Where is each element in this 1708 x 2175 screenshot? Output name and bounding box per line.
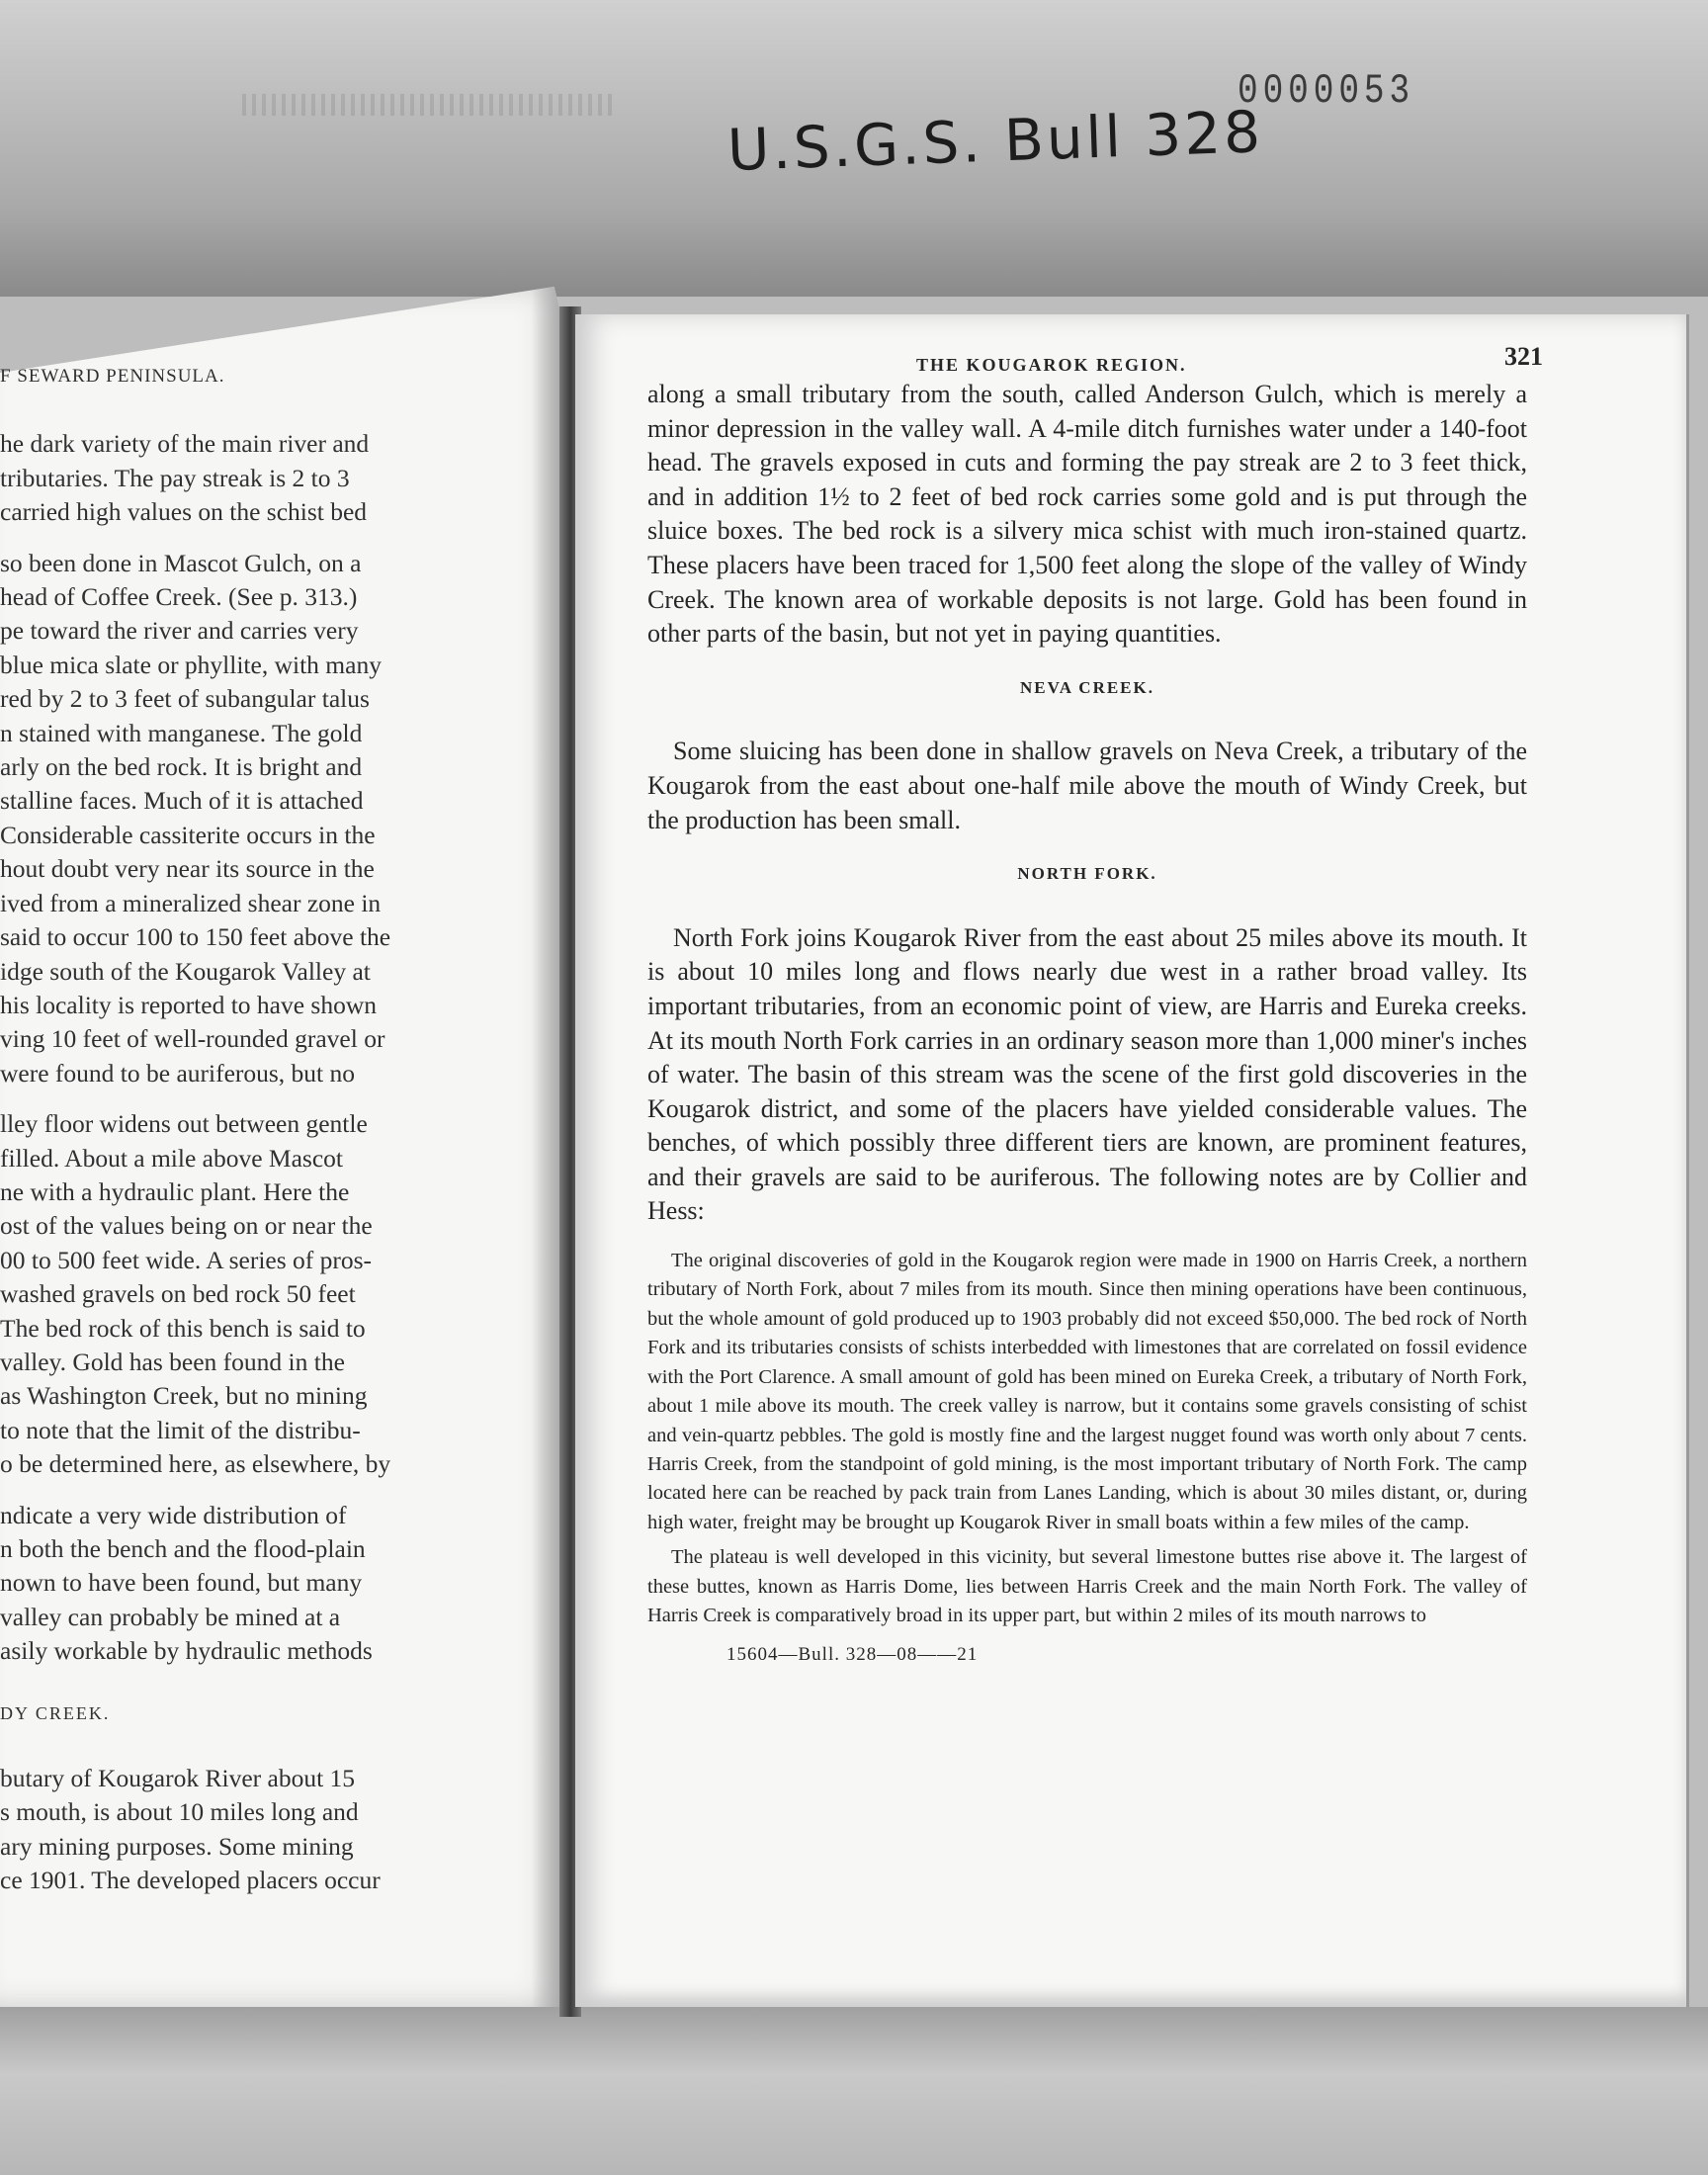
left-text-line: asily workable by hydraulic methods: [0, 1636, 373, 1666]
left-text-line: ost of the values being on or near the: [0, 1211, 373, 1241]
quotation-collier-hess-1: The original discoveries of gold in the Kougarok region were made in 1900 on Harris Creek, a northern tributary of North Fork, about 7 miles from its mouth. Since then mining operations have been continuous, but the whole amount of gold produced up to 1903 probably did not exceed $50,000. The bed rock of North Fork and its tributaries consists of schists interbedded with limestones that are correlated on fossil evidence with the Port Clarence. A small amount of gold has been mined on Eureka Creek, a tributary of North Fork, about 1 mile above its mouth. The creek valley is narrow, but it contains some gravels consisting of schist and vein-quartz pebbles. The gold is mostly fine and the largest nugget found was worth only about 7 cents. Harris Creek, from the standpoint of gold mining, is the most important tributary of North Fork. The camp located here can be reached by pack train from Lanes Landing, which is about 30 miles distant, or, during high water, freight may be brought up Kougarok River in small boats within a few miles of the camp.: [647, 1250, 1527, 1533]
left-text-line: 00 to 500 feet wide. A series of pros-: [0, 1245, 373, 1274]
left-text-line: s mouth, is about 10 miles long and: [0, 1797, 359, 1827]
left-text-line: valley. Gold has been found in the: [0, 1347, 345, 1376]
left-text-line: idge south of the Kougarok Valley at: [0, 956, 371, 986]
left-text-line: nown to have been found, but many: [0, 1568, 363, 1598]
left-final-paragraph: [0, 1762, 467, 1898]
left-text-line: filled. About a mile above Mascot: [0, 1143, 344, 1173]
page-number: 321: [1504, 342, 1543, 371]
left-paragraphs: [0, 427, 467, 1668]
left-text-line: washed gravels on bed rock 50 feet: [0, 1279, 356, 1309]
left-text-line: hout doubt very near its source in the: [0, 854, 375, 884]
left-text-line: butary of Kougarok River about 15: [0, 1764, 356, 1793]
handwritten-note: U.S.G.S. Bull 328: [726, 98, 1264, 184]
left-text-line: said to occur 100 to 150 feet above the: [0, 922, 391, 952]
left-text-line: ne with a hydraulic plant. Here the: [0, 1176, 350, 1206]
right-page-text: [647, 338, 1543, 1673]
left-text-line: stalline faces. Much of it is attached: [0, 786, 364, 816]
left-text-line: his locality is reported to have shown: [0, 990, 378, 1019]
left-text-line: were found to be auriferous, but no: [0, 1058, 356, 1088]
heading-north-fork: NORTH FORK.: [1017, 864, 1157, 884]
left-text-line: ary mining purposes. Some mining: [0, 1831, 354, 1861]
left-text-line: ived from a mineralized shear zone in: [0, 888, 382, 917]
left-text-line: carried high values on the schist bed: [0, 497, 368, 527]
left-text-line: lley floor widens out between gentle: [0, 1109, 368, 1139]
right-running-head: [647, 338, 1543, 378]
quotation-collier-hess-2: The plateau is well developed in this vicinity, but several limestone buttes rise above it. The largest of these buttes, known as Harris Dome, lies between Harris Creek and the main North Fork. The valley of Harris Creek is comparatively broad in its upper part, but within 2 miles of its mouth narrows to: [647, 1546, 1527, 1626]
paragraph-north-fork: North Fork joins Kougarok River from the east about 25 miles above its mouth. It is about 10 miles long and flows nearly due west in a rather broad valley. Its important tributaries, from an economic point of view, are Harris and Eureka creeks. At its mouth North Fork carries in an ordinary season more than 1,000 miner's inches of water. The basin of this stream was the scene of the first gold discoveries in the Kougarok district, and some of the placers have yielded considerable values. The benches, of which possibly three different tiers are known, are prominent features, and their gravels are said to be auriferous. The following notes are by Collier and Hess:: [647, 922, 1527, 1226]
document-number: 0000053: [1238, 67, 1415, 115]
left-text-line: n stained with manganese. The gold: [0, 718, 363, 747]
left-page-text: [0, 360, 467, 1898]
running-head-title: THE KOUGAROK REGION.: [916, 355, 1187, 375]
left-text-line: so been done in Mascot Gulch, on a: [0, 548, 362, 577]
left-text-line: pe toward the river and carries very: [0, 616, 359, 646]
left-text-line: n both the bench and the flood-plain: [0, 1534, 366, 1563]
left-text-line: to note that the limit of the distribu-: [0, 1415, 361, 1444]
left-text-line: valley can probably be mined at a: [0, 1602, 341, 1631]
left-text-line: blue mica slate or phyllite, with many: [0, 650, 382, 679]
heading-neva-creek: NEVA CREEK.: [1020, 677, 1154, 697]
left-text-line: Considerable cassiterite occurs in the: [0, 820, 376, 849]
left-text-line: arly on the bed rock. It is bright and: [0, 752, 363, 782]
left-text-line: o be determined here, as elsewhere, by: [0, 1449, 391, 1479]
paragraph-neva-creek: Some sluicing has been done in shallow gravels on Neva Creek, a tributary of the Kougarok from the east about one-half mile above the mouth of Windy Creek, but the production has been small.: [647, 737, 1527, 834]
signature-footer: 15604—Bull. 328—08——21: [726, 1644, 979, 1666]
left-text-line: ndicate a very wide distribution of: [0, 1500, 347, 1529]
left-text-line: red by 2 to 3 feet of subangular talus: [0, 684, 370, 714]
left-text-line: tributaries. The pay streak is 2 to 3: [0, 463, 350, 492]
left-section-heading: DY CREEK.: [0, 1702, 111, 1723]
left-text-line: as Washington Creek, but no mining: [0, 1381, 368, 1411]
left-text-line: he dark variety of the main river and: [0, 429, 370, 459]
paragraph-anderson-gulch: along a small tributary from the south, called Anderson Gulch, which is merely a minor depression in the valley wall. A 4-mile ditch furnishes water under a 140-foot head. The gravels exposed in cuts and forming the pay streak are 2 to 3 feet thick, and in addition 1½ to 2 feet of bed rock carries some gold and is put through the sluice boxes. The bed rock is a silvery mica schist with much iron-stained quartz. These placers have been traced for 1,500 feet along the slope of the valley of Windy Creek. The known area of workable deposits is not large. Gold has been found in other parts of the basin, but not yet in paying quantities.: [647, 380, 1527, 649]
left-running-head: F SEWARD PENINSULA.: [0, 366, 225, 387]
left-text-line: The bed rock of this bench is said to: [0, 1313, 366, 1343]
scan-background-bottom: [0, 2007, 1708, 2175]
left-text-line: ving 10 feet of well-rounded gravel or: [0, 1024, 385, 1054]
left-text-line: head of Coffee Creek. (See p. 313.): [0, 582, 358, 612]
left-text-line: ce 1901. The developed placers occur: [0, 1866, 381, 1895]
